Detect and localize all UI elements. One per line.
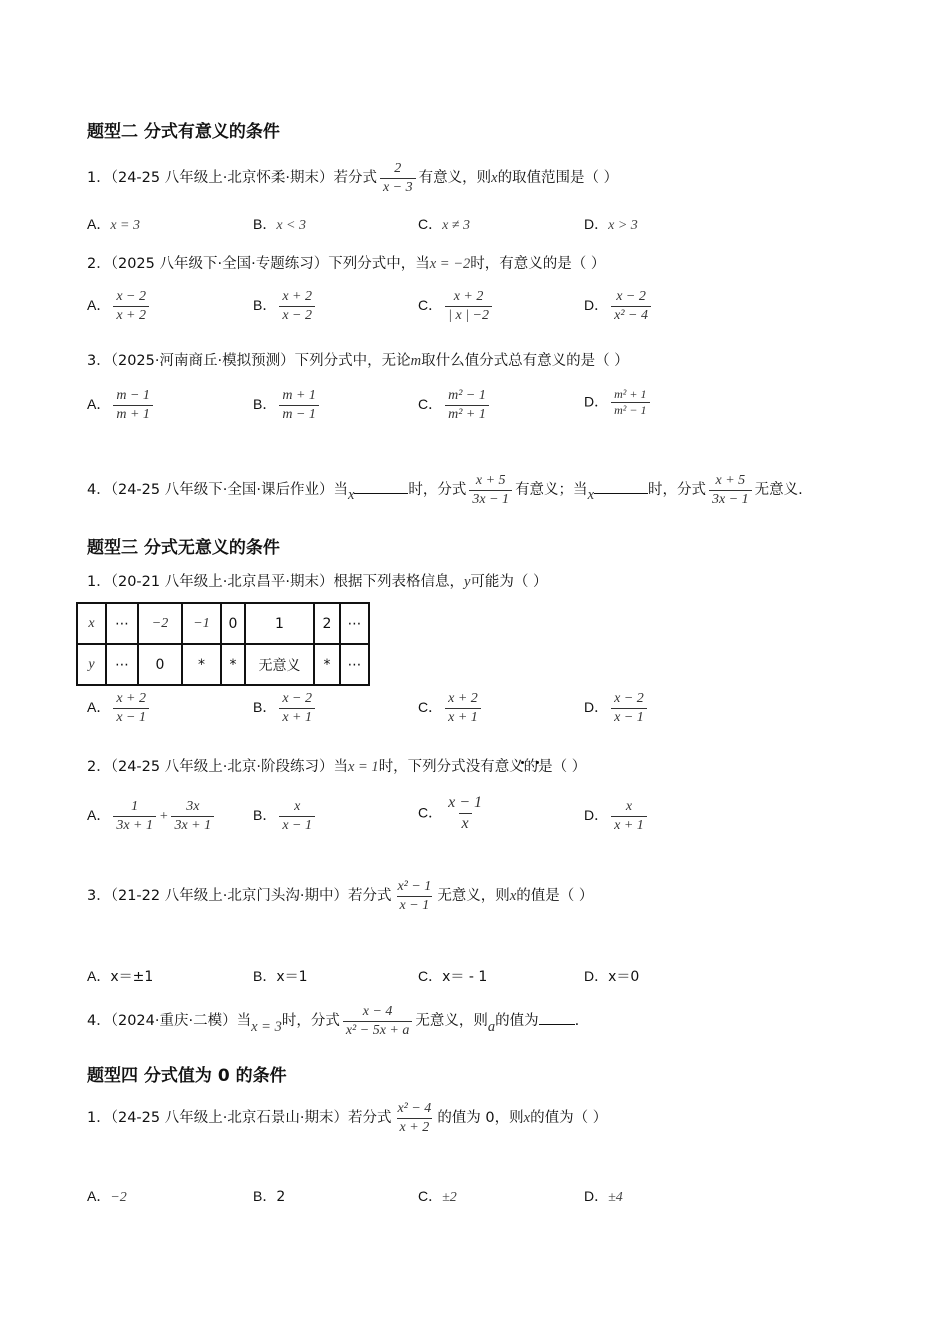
question-s2-q3: 3．（2025·河南商丘·模拟预测）下列分式中，无论m取什么值分式总有意义的是（ ） xyxy=(87,353,629,369)
question-source: （2024·重庆·二模） xyxy=(110,1013,237,1029)
question-source: （21-22 八年级上·北京门头沟·期中） xyxy=(110,888,348,904)
question-s2-q2: 2．（2025 八年级下·全国·专题练习）下列分式中，当x = −2时，有意义的是（ ） xyxy=(87,256,606,272)
option-a[interactable]: A． $\frac{x - 2}{x + 2}$ xyxy=(87,288,152,324)
question-text: 若分式 xyxy=(333,170,377,186)
question-s3-q3: 3．（21-22 八年级上·北京门头沟·期中）若分式 $\frac{\text{x² − 1}}{x - 1}$ 无意义，则x的值是（ ） xyxy=(87,879,594,913)
option-c[interactable]: C． $\frac{x - 1}{x}$ xyxy=(418,794,483,832)
option-a[interactable]: A．x = 3 xyxy=(87,216,141,233)
option-a[interactable]: A．−2 xyxy=(87,1188,127,1205)
option-d[interactable]: D． $\frac{x}{x + 1}$ xyxy=(584,798,650,834)
question-source: （24-25 八年级上·北京石景山·期末） xyxy=(110,1110,348,1126)
question-source: （2025 八年级下·全国·专题练习） xyxy=(110,256,329,272)
option-c[interactable]: C．±2 xyxy=(418,1188,457,1205)
question-s4-q1: 1．（24-25 八年级上·北京石景山·期末）若分式 $\frac{\text{x² − 4}}{x + 2}$ 的值为 0，则x的值为（ ） xyxy=(87,1101,608,1135)
question-s3-q4: 4．（2024·重庆·二模）当x = 3时，分式 $\frac{x - 4}{\text{x² − 5x + a}}$ 无意义，则a的值为 . xyxy=(87,1004,580,1038)
option-a[interactable]: A． $\frac{m - 1}{m + 1}$ xyxy=(87,387,156,423)
option-c[interactable]: C．x＝ - 1 xyxy=(418,968,488,985)
option-d[interactable]: D．±4 xyxy=(584,1188,623,1205)
option-d[interactable]: D． $\frac{\text{m² + 1}}{\text{m² − 1}}$ xyxy=(584,387,653,418)
option-b[interactable]: B．2 xyxy=(253,1188,286,1205)
question-source: （24-25 八年级上·北京怀柔·期末） xyxy=(110,170,334,186)
answer-blank[interactable] xyxy=(354,481,408,494)
section-title: 题型二 分式有意义的条件 xyxy=(87,122,280,142)
question-s2-q4: 4．（24-25 八年级下·全国·课后作业）当x 时，分式 $\frac{x + 5}{3x - 1}$ 有意义；当x 时，分式 $\frac{x + 5}{3x - 1}$ 无意义. xyxy=(87,473,803,507)
option-b[interactable]: B． $\frac{x - 2}{x + 1}$ xyxy=(253,690,318,726)
option-b[interactable]: B． $\frac{x + 2}{x - 2}$ xyxy=(253,288,318,324)
section-title: 题型三 分式无意义的条件 xyxy=(87,538,280,558)
option-a[interactable]: A． $\frac{1}{3x + 1}$ + $\frac{3x}{3x + 1}$ xyxy=(87,798,217,834)
option-d[interactable]: D． $\frac{x - 2}{x - 1}$ xyxy=(584,690,650,726)
option-b[interactable]: B． $\frac{x}{x - 1}$ xyxy=(253,798,318,834)
option-a[interactable]: A． $\frac{x + 2}{x - 1}$ xyxy=(87,690,152,726)
option-a[interactable]: A．x＝±1 xyxy=(87,968,154,985)
option-b[interactable]: B．x＝1 xyxy=(253,968,308,985)
fraction: $\frac{2}{x - 3}$ xyxy=(380,160,416,196)
option-c[interactable]: C．x ≠ 3 xyxy=(418,216,471,233)
question-s3-q1: 1．（20-21 八年级上·北京昌平·期末）根据下列表格信息，y可能为（ ） xyxy=(87,574,548,590)
question-source: （20-21 八年级上·北京昌平·期末） xyxy=(110,574,334,590)
option-d[interactable]: D．x > 3 xyxy=(584,216,638,233)
option-b[interactable]: B． $\frac{m + 1}{m - 1}$ xyxy=(253,387,322,423)
question-s2-q1: 1．（24-25 八年级上·北京怀柔·期末）若分式 $\frac{2}{x - 3}$ 有意义，则x的取值范围是（ ） xyxy=(87,161,619,195)
section-title: 题型四 分式值为 0 的条件 xyxy=(87,1066,287,1086)
question-source: （24-25 八年级下·全国·课后作业） xyxy=(110,482,334,498)
value-table xyxy=(76,602,370,686)
table-row: y ⋯ 0 * * 无意义 * ⋯ xyxy=(77,644,369,685)
option-d[interactable]: D． $\frac{x - 2}{\text{x² − 4}}$ xyxy=(584,288,654,324)
option-c[interactable]: C． $\frac{\text{m² − 1}}{\text{m² + 1}}$ xyxy=(418,387,492,423)
question-source: （2025·河南商丘·模拟预测） xyxy=(110,353,295,369)
answer-blank[interactable] xyxy=(594,481,648,494)
question-number: 1． xyxy=(87,170,111,186)
option-c[interactable]: C． $\frac{x + 2}{x + 1}$ xyxy=(418,690,484,726)
answer-blank[interactable] xyxy=(539,1012,575,1025)
option-c[interactable]: C． $\frac{x + 2}{| x | -2}$ xyxy=(418,288,495,324)
question-s3-q2: 2．（24-25 八年级上·北京·阶段练习）当x = 1时，下列分式没有意义的是（ ） xyxy=(87,759,587,775)
question-source: （24-25 八年级上·北京·阶段练习） xyxy=(110,759,334,775)
option-b[interactable]: B．x < 3 xyxy=(253,216,307,233)
table-row: x ⋯ −2 −1 0 1 2 ⋯ xyxy=(77,603,369,644)
option-d[interactable]: D．x＝0 xyxy=(584,968,640,985)
